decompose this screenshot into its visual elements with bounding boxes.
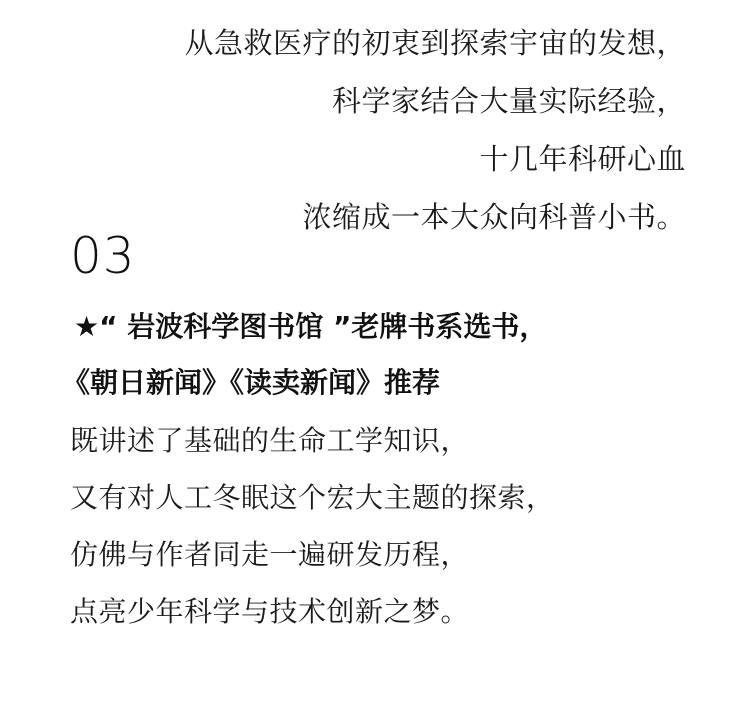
body-line-4: 点亮少年科学与技术创新之梦。 bbox=[70, 595, 470, 628]
body-paragraph bbox=[70, 412, 555, 640]
intro-line-1: 从急救医疗的初衷到探索宇宙的发想， bbox=[184, 26, 686, 60]
intro-line-4: 浓缩成一本大众向科普小书。 bbox=[302, 200, 686, 234]
body-line-1: 既讲述了基础的生命工学知识， bbox=[70, 424, 470, 457]
intro-line-3: 十几年科研心血 bbox=[479, 142, 686, 176]
body-line-2: 又有对人工冬眠这个宏大主题的探索， bbox=[70, 481, 555, 514]
highlight-line-1: ★“ 岩波科学图书馆 ”老牌书系选书， bbox=[74, 310, 548, 343]
section-number: 03 bbox=[70, 227, 136, 285]
intro-line-2: 科学家结合大量实际经验， bbox=[331, 84, 686, 118]
body-line-3: 仿佛与作者同走一遍研发历程， bbox=[70, 538, 470, 571]
highlight-line-2: 《朝日新闻》《读卖新闻》推荐 bbox=[62, 366, 441, 399]
intro-paragraph bbox=[184, 14, 686, 246]
